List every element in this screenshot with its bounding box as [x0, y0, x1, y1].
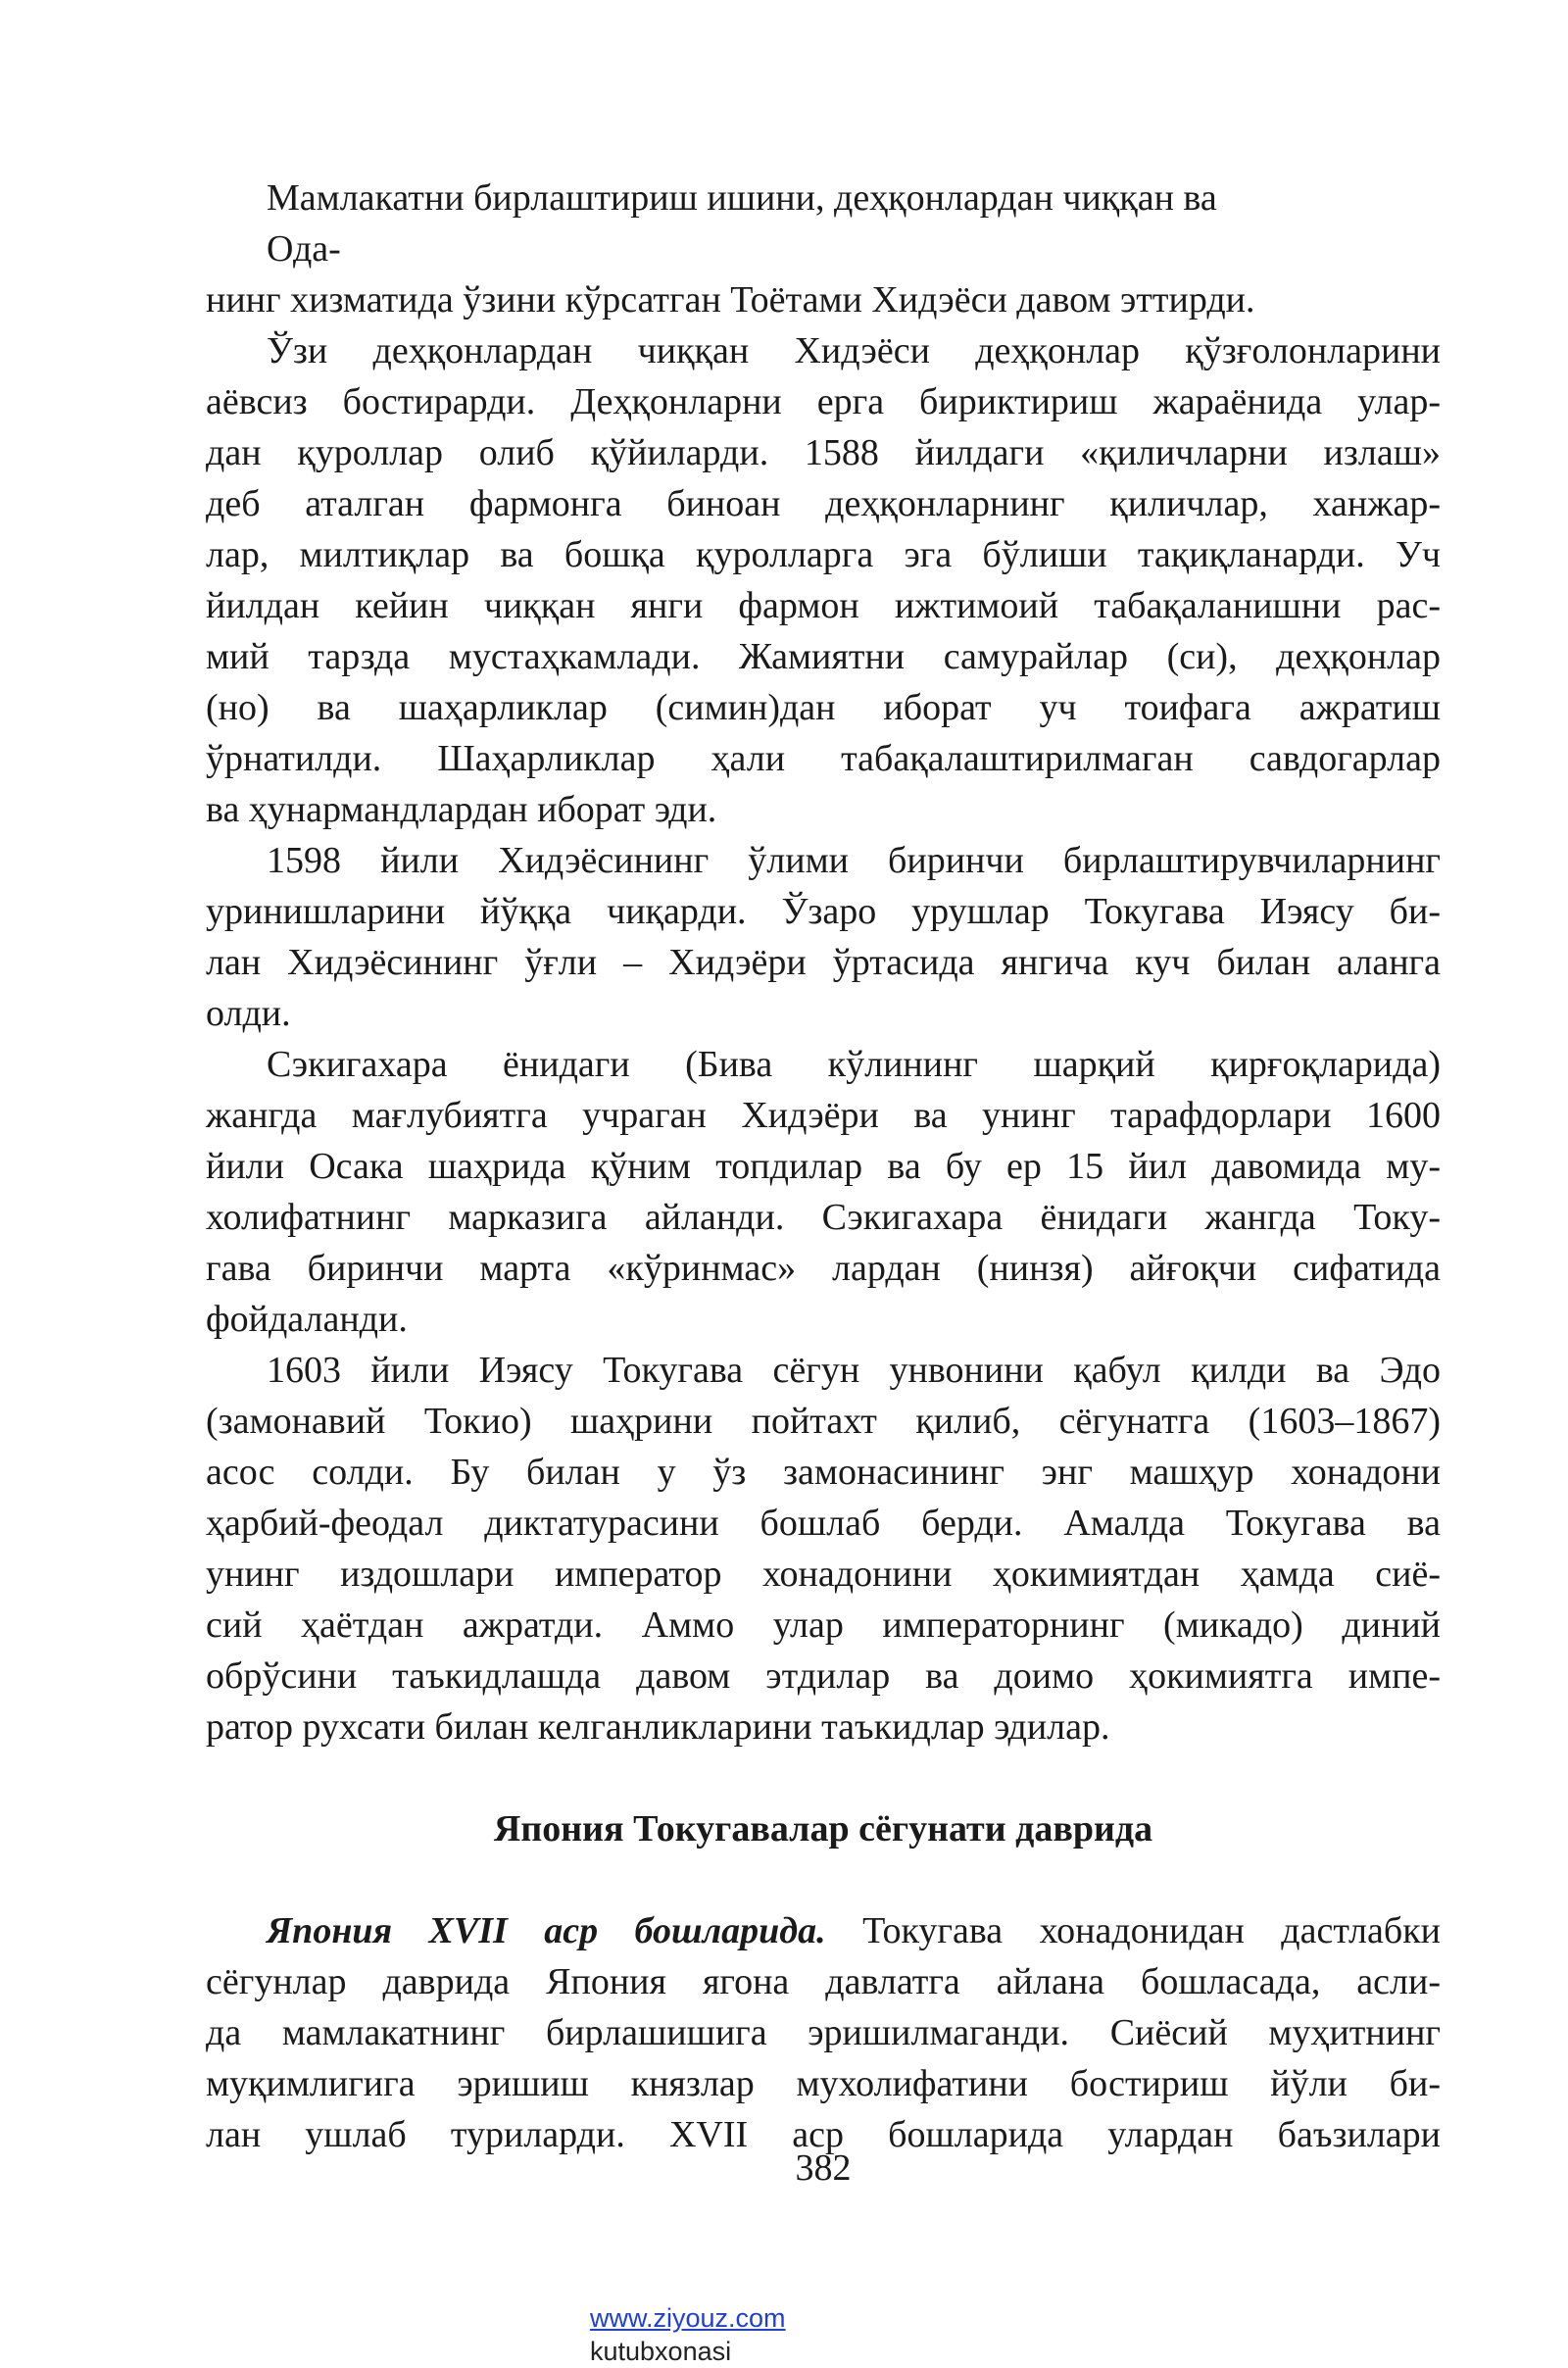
text-line: дан қуроллар олиб қўйиларди. 1588 йилдаги «қиличларни излаш»	[206, 432, 1441, 473]
text-line: муқимлигига эришиш князлар мухолифатини бостириш йўли би-	[206, 2063, 1441, 2104]
text-line: мий тарзда мустаҳкамлади. Жамиятни самурайлар (си), деҳқонлар	[206, 636, 1441, 677]
text-line: 1603 йили Иэясу Токугава сёгун унвонини қабул қилди ва Эдо	[267, 1350, 1441, 1391]
text-line: сий ҳаётдан ажратди. Аммо улар императорнинг (микадо) диний	[206, 1604, 1441, 1646]
text-line: аёвсиз бостирарди. Деҳқонларни ерга бириктириш жараёнида улар-	[206, 381, 1441, 422]
section-lead-title: Япония XVII аср бошларида.	[267, 1910, 826, 1951]
text-line: йили Осака шаҳрида қўним топдилар ва бу ер 15 йил давомида му-	[206, 1146, 1441, 1187]
text-line: уринишларини йўққа чиқарди. Ўзаро урушлар Токугава Иэясу би-	[206, 891, 1441, 932]
text-line: да мамлакатнинг бирлашишига эришилмаганди. Сиёсий муҳитнинг	[206, 2012, 1441, 2053]
text-line: (но) ва шаҳарликлар (симин)дан иборат уч тоифага ажратиш	[206, 687, 1441, 728]
page-body	[206, 173, 1441, 2160]
footer-subtext: kutubxonasi	[590, 2337, 732, 2366]
text-line: лар, милтиқлар ва бошқа қуролларга эга бўлиши тақиқланарди. Уч	[206, 534, 1441, 575]
section-lead-line	[206, 1905, 1441, 1956]
text-line: йилдан кейин чиққан янги фармон ижтимоий табақаланишни рас-	[206, 585, 1441, 626]
text-line: олди.	[206, 993, 291, 1034]
text-line: унинг издошлари император хонадонини ҳокимиятдан ҳамда сиё-	[206, 1554, 1441, 1595]
text-line: ўрнатилди. Шаҳарликлар ҳали табақалаштирилмаган савдогарлар	[206, 738, 1441, 779]
text-line: Сэкигахара ёнидаги (Бива кўлининг шарқий қирғоқларида)	[267, 1044, 1441, 1085]
text-line: сёгунлар даврида Япония ягона давлатга айлана бошласада, асли-	[206, 1961, 1441, 2002]
text-line: фойдаланди.	[206, 1299, 408, 1340]
text-line: ва ҳунармандлардан иборат эди.	[206, 789, 717, 830]
text-line: жангда мағлубиятга учраган Хидэёри ва унинг тарафдорлари 1600	[206, 1095, 1441, 1136]
text-line: деб аталган фармонга биноан деҳқонларнинг қиличлар, ханжар-	[206, 483, 1441, 524]
text-line: 1598 йили Хидэёсининг ўлими биринчи бирлаштирувчиларнинг	[267, 840, 1441, 881]
text-line: обрўсини таъкидлашда давом этдилар ва доимо ҳокимиятга импе-	[206, 1655, 1441, 1697]
text-line: лан ушлаб туриларди. XVII аср бошларида улардан баъзилари	[206, 2114, 1441, 2155]
page-number: 382	[795, 2147, 852, 2189]
section-heading: Япония Токугавалар сёгунати даврида	[493, 1808, 1153, 1850]
text-line: нинг хизматида ўзини кўрсатган Тоётами Хидэёси давом эттирди.	[206, 279, 1255, 321]
text-line: гава биринчи марта «кўринмас» лардан (нинзя) айғоқчи сифатида	[206, 1248, 1441, 1289]
text-line: холифатнинг марказига айланди. Сэкигахара ёнидаги жангда Току-	[206, 1197, 1441, 1238]
text-line: Ўзи деҳқонлардан чиққан Хидэёси деҳқонлар қўзғолонларини	[267, 330, 1441, 371]
text-line: Ода-	[267, 228, 341, 270]
text-line: асос солди. Бу билан у ўз замонасининг энг машҳур хонадони	[206, 1452, 1441, 1493]
footer-link[interactable]: www.ziyouz.com	[590, 2303, 786, 2333]
text-line: (замонавий Токио) шаҳрини пойтахт қилиб, сёгунатга (1603–1867)	[206, 1401, 1441, 1442]
text-line: Мамлакатни бирлаштириш ишини, деҳқонлардан чиққан ва	[267, 177, 1217, 219]
text-line: ратор рухсати билан келганликларини таъкидлар эдилар.	[206, 1706, 1110, 1748]
text-line: ҳарбий-феодал диктатурасини бошлаб берди. Амалда Токугава ва	[206, 1503, 1441, 1544]
section-lead-text: Токугава хонадонидан дастлабки	[825, 1910, 1441, 1951]
text-line: лан Хидэёсининг ўғли – Хидэёри ўртасида янгича куч билан аланга	[206, 942, 1441, 983]
